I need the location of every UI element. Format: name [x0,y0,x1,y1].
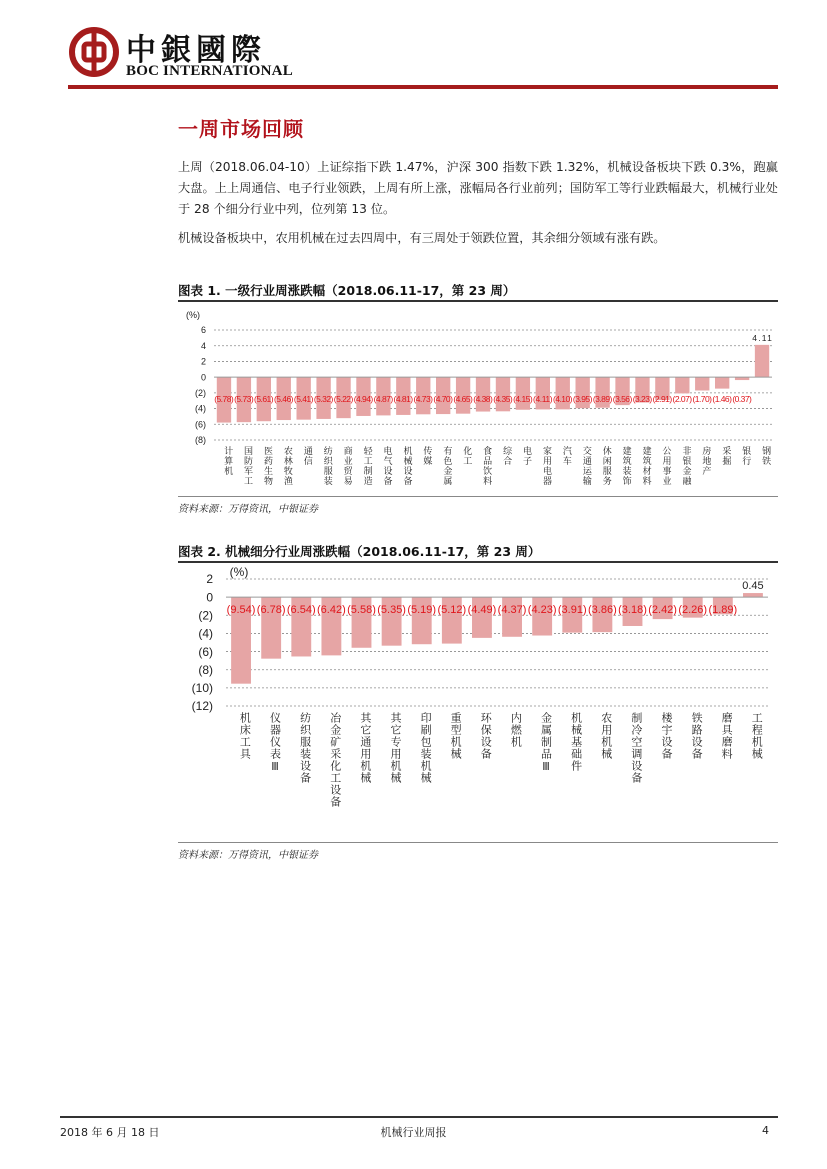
category-label: 重型机械 [449,712,463,760]
category-label: 内燃机 [509,712,523,748]
data-label: (4.94) [353,394,374,404]
category-label: 化工 [461,446,472,466]
data-label: (4.87) [373,394,394,404]
figure1-source: 资料来源：万得资讯，中银证券 [178,504,318,515]
figure2-title: 图表 2. 机械细分行业周涨跌幅（2018.06.11-17，第 23 周） [178,544,541,559]
category-label: 机床工具 [238,712,252,760]
bar [715,377,729,388]
category-label: 工程机械 [750,712,764,760]
data-label: (4.11) [533,394,553,404]
data-label: (1.70) [692,394,713,404]
data-label: (4.38) [473,394,493,404]
category-label: 汽车 [560,446,571,466]
data-label: (1.89) [708,604,738,617]
category-label: 家用电器 [540,446,551,486]
data-label: (5.46) [273,394,294,404]
category-label: 银行 [740,446,751,466]
data-label: (4.10) [552,394,573,404]
category-label: 纺织服装设备 [298,712,312,784]
y-tick-label: (4) [195,403,206,414]
data-label: (2.26) [678,604,708,617]
category-label: 纺织服装 [321,446,332,486]
paragraph-market-summary: 上周（2018.06.04-10）上证综指下跌 1.47%，沪深 300 指数下跌 1.32%，机械设备板块下跌 0.3%，跑赢大盘。上上周通信、电子行业领跌，上周有所上涨，涨幅局各行业前列；国防军工等行业跌幅最大，机械行业处于 28 个细分行业中列，位列第 13 位。 [178,160,778,216]
category-label: 房地产 [700,446,711,476]
data-label: (3.95) [572,394,593,404]
data-label: (3.91) [557,604,587,617]
y-tick-label: (6) [195,419,206,430]
category-label: 计算机 [222,446,233,476]
category-label: 冶金矿采化工设备 [328,712,342,808]
y-tick-label: (6) [198,644,213,659]
category-label: 国防军工 [242,446,253,486]
figure1-title: 图表 1. 一级行业周涨跌幅（2018.06.11-17，第 23 周） [178,283,516,298]
category-label: 钢铁 [760,446,771,466]
figure1-source-rule [178,496,778,497]
data-label: (4.23) [527,604,557,617]
category-label: 仪器仪表Ⅲ [268,712,282,774]
page-number: 4 [762,1124,769,1137]
data-label: (3.56) [612,394,633,404]
data-label: (4.49) [467,604,497,617]
data-label: (4.81) [393,394,414,404]
bar [755,345,769,377]
y-tick-label: (4) [198,626,213,641]
category-label: 商业贸易 [341,446,352,486]
data-label: (3.23) [632,394,653,404]
category-label: 公用事业 [660,446,671,486]
category-label: 制冷空调设备 [629,712,643,784]
footer-title: 机械行业周报 [380,1126,447,1139]
data-label: (5.12) [437,604,467,617]
data-label: (0.37) [732,394,752,404]
section-title: 一周市场回顾 [178,117,304,141]
y-tick-label: 2 [206,572,213,587]
category-label: 建筑材料 [640,446,651,486]
category-label: 非银金融 [680,446,691,486]
footer-divider [60,1116,778,1118]
y-tick-label: 6 [200,325,206,336]
category-label: 有色金属 [441,446,452,486]
category-label: 环保设备 [479,712,493,760]
category-label: 医药生物 [261,446,272,486]
data-label: (3.18) [618,604,647,617]
y-tick-label: 2 [200,356,206,367]
brand-name-cn: 中銀國際 [126,33,266,68]
data-label: (4.73) [413,394,434,404]
data-label: (4.35) [493,394,513,404]
bar [695,377,709,390]
data-label: (6.42) [317,604,346,617]
category-label: 铁路设备 [690,712,704,760]
category-label: 其它专用机械 [388,712,402,784]
data-label: (6.54) [286,604,316,617]
data-label: (4.37) [497,604,527,617]
paragraph-machinery-summary: 机械设备板块中，农用机械在过去四周中，有三周处于领跌位置，其余细分领域有涨有跌。 [178,231,666,245]
y-axis-unit: (%) [186,310,200,320]
category-label: 休闲服务 [600,446,611,486]
data-label: (5.32) [313,394,334,404]
figure2-source: 资料来源：万得资讯，中银证券 [178,850,318,861]
y-axis-unit: (%) [229,565,249,579]
category-label: 传媒 [421,446,432,466]
bar [532,597,552,635]
data-label: (5.41) [293,394,314,404]
data-label: (5.35) [377,604,406,617]
y-tick-label: (8) [195,435,206,446]
footer-date: 2018 年 6 月 18 日 [60,1126,160,1139]
category-label: 机械基础件 [569,712,583,772]
category-label: 食品饮料 [481,446,492,486]
category-label: 磨具磨料 [720,712,734,760]
chart-industry-weekly-change [0,300,827,496]
y-tick-label: 0 [200,372,206,383]
category-label: 综合 [501,446,512,466]
header-divider [68,85,778,89]
data-label: 4.11 [752,332,772,343]
y-tick-label: 4 [200,340,206,351]
data-label: (5.22) [333,394,354,404]
category-label: 农林牧渔 [281,446,292,486]
chart-machinery-subsector-change [0,561,827,842]
category-label: 印刷包装机械 [419,712,433,784]
y-tick-label: (10) [191,681,213,696]
data-label: (5.61) [254,394,274,404]
y-tick-label: (2) [195,388,206,399]
data-label: (4.15) [513,394,533,404]
y-tick-label: 0 [206,590,213,605]
category-label: 农用机械 [599,712,613,760]
category-label: 电子 [521,446,532,466]
data-label: (5.73) [234,394,254,404]
data-label: (4.70) [433,394,453,404]
category-label: 轻工制造 [361,446,372,486]
boc-logo-icon [68,26,120,78]
category-label: 楼宇设备 [659,712,673,760]
category-label: 其它通用机械 [358,712,372,784]
category-label: 金属制品Ⅲ [539,712,553,774]
bar [502,597,522,637]
y-tick-label: (12) [191,699,213,714]
category-label: 机械设备 [401,446,412,486]
category-label: 电气设备 [381,446,392,486]
data-label: (2.91) [652,394,673,404]
data-label: 0.45 [742,580,764,593]
data-label: (2.07) [672,394,693,404]
data-label: (4.65) [453,394,473,404]
data-label: (5.58) [347,604,376,617]
data-label: (6.78) [256,604,286,617]
category-label: 采掘 [720,446,731,466]
data-label: (5.19) [407,604,437,617]
data-label: (9.54) [226,604,256,617]
figure2-source-rule [178,842,778,843]
data-label: (3.86) [588,604,617,617]
data-label: (2.42) [648,604,677,617]
data-label: (1.46) [712,394,732,404]
data-label: (3.89) [592,394,613,404]
bar [743,593,763,597]
category-label: 建筑装饰 [620,446,631,486]
category-label: 交通运输 [580,446,591,486]
data-label: (5.78) [214,394,234,404]
category-label: 通信 [301,446,312,466]
brand-name-en: BOC INTERNATIONAL [126,63,293,79]
bar [675,377,689,393]
y-tick-label: (2) [198,608,213,623]
y-tick-label: (8) [198,662,213,677]
